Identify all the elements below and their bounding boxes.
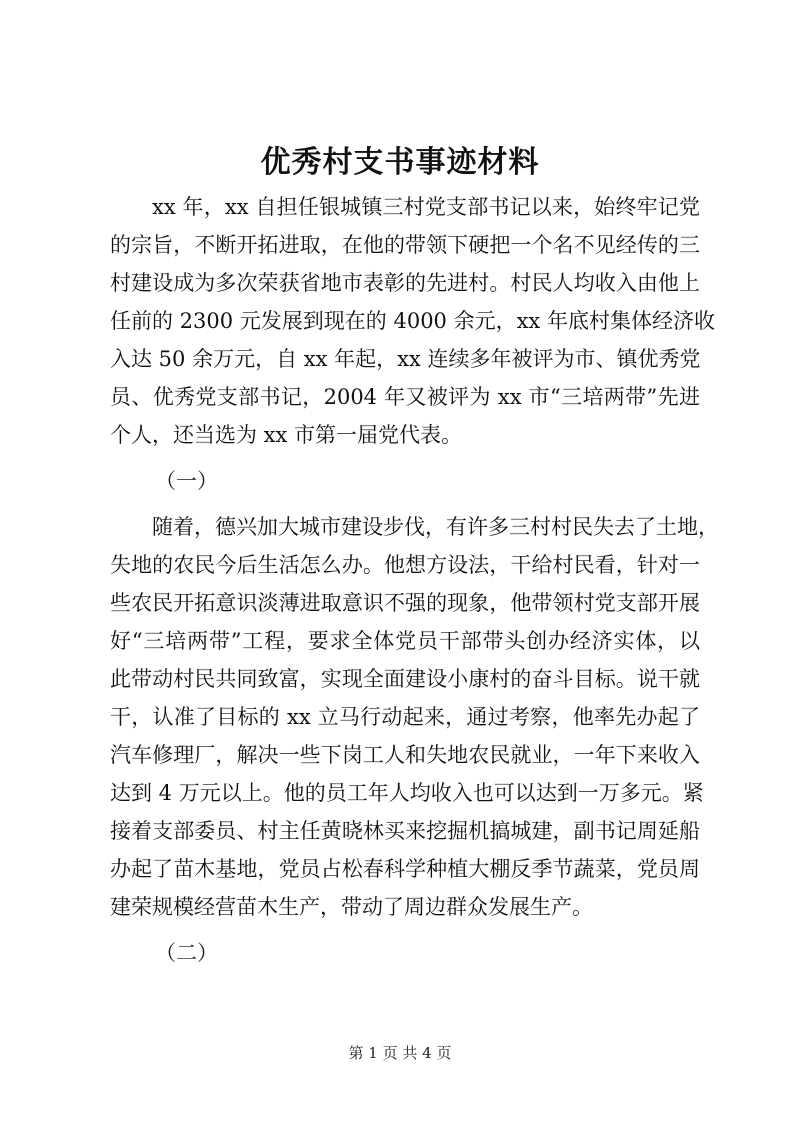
paragraph-2-line: 随着，德兴加大城市建设步伐，有许多三村村民失去了土地， (152, 515, 719, 539)
section-1-marker: （一） (155, 469, 218, 493)
paragraph-2-line: 达到 4 万元以上。他的员工年人均收入也可以达到一万多元。紧 (110, 781, 704, 805)
paragraph-2-line: 汽车修理厂，解决一些下岗工人和失地农民就业，一年下来收入 (110, 743, 700, 767)
paragraph-1-line: 的宗旨，不断开拓进取，在他的带领下硬把一个名不见经传的三 (110, 233, 700, 257)
paragraph-1-line: 村建设成为多次荣获省地市表彰的先进村。村民人均收入由他上 (110, 271, 700, 295)
paragraph-2-line: 好“三培两带”工程，要求全体党员干部带头创办经济实体，以 (110, 629, 700, 653)
paragraph-2-line: 干，认准了目标的 xx 立马行动起来，通过考察，他率先办起了 (110, 705, 700, 729)
document-title: 优秀村支书事迹材料 (260, 145, 540, 180)
paragraph-2-line: 接着支部委员、村主任黄晓林买来挖掘机搞城建，副书记周延船 (110, 819, 700, 843)
paragraph-1-line: 任前的 2300 元发展到现在的 4000 余元，xx 年底村集体经济收 (110, 309, 715, 333)
paragraph-1-line: 入达 50 余万元，自 xx 年起，xx 连续多年被评为市、镇优秀党 (110, 347, 701, 371)
page-footer: 第 1 页 共 4 页 (348, 1044, 452, 1062)
paragraph-2-line: 办起了苗木基地，党员占松春科学种植大棚反季节蔬菜，党员周 (110, 857, 700, 881)
paragraph-2-line: 建荣规模经营苗木生产，带动了周边群众发展生产。 (110, 895, 593, 919)
paragraph-2-line: 些农民开拓意识淡薄进取意识不强的现象，他带领村党支部开展 (110, 591, 700, 615)
paragraph-2-line: 此带动村民共同致富，实现全面建设小康村的奋斗目标。说干就 (110, 667, 700, 691)
paragraph-1-line: xx 年，xx 自担任银城镇三村党支部书记以来，始终牢记党 (152, 195, 700, 219)
paragraph-1-line: 员、优秀党支部书记，2004 年又被评为 xx 市“三培两带”先进 (110, 385, 700, 409)
paragraph-1-line: 个人，还当选为 xx 市第一届党代表。 (110, 423, 463, 447)
paragraph-2-line: 失地的农民今后生活怎么办。他想方设法，干给村民看，针对一 (110, 553, 700, 577)
section-2-marker: （二） (155, 941, 218, 965)
